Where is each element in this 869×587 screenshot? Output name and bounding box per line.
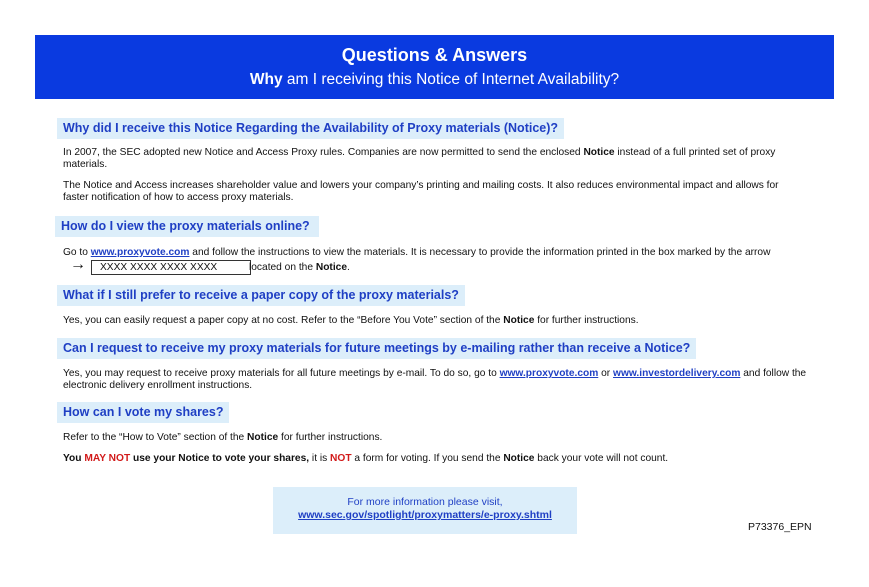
bold-notice: Notice [503, 315, 535, 326]
control-number-box: XXXX XXXX XXXX XXXX [91, 260, 251, 275]
answer-vote-shares-warning [63, 453, 808, 465]
bold-text: use your Notice to vote your shares, [130, 453, 310, 464]
question-heading-paper-copy: What if I still prefer to receive a paper copy of the proxy materials? [57, 285, 465, 306]
question-heading-view-online: How do I view the proxy materials online? [55, 216, 319, 237]
subtitle-why: Why [249, 71, 283, 88]
bold-text: You [63, 453, 85, 464]
proxyvote-link[interactable]: www.proxyvote.com [499, 368, 599, 379]
warning-may-not: MAY NOT [84, 453, 131, 464]
text: for further instructions. [534, 315, 639, 326]
header-banner [35, 35, 834, 99]
question-heading-why-notice: Why did I receive this Notice Regarding the Availability of Proxy materials (Notice)? [57, 118, 564, 139]
document-id: P73376_EPN [748, 521, 812, 533]
answer-email-delivery-p1 [63, 368, 808, 392]
more-info-box [273, 487, 577, 534]
page-subtitle [35, 71, 834, 89]
text: . [346, 262, 350, 273]
question-heading-vote-shares: How can I vote my shares? [57, 402, 229, 423]
text: instead of a full printed set of proxy materials. [63, 147, 776, 170]
answer-why-notice-p2: The Notice and Access increases shareholder value and lowers your company’s printing and mailing costs. It also reduces environmental impact and allows for faster notification of how to access proxy materials. [63, 180, 779, 203]
bold-notice: Notice [503, 453, 535, 464]
text: Yes, you can easily request a paper copy at no cost. Refer to the “Before You Vote” section of the [63, 315, 504, 326]
answer-vote-shares-p1 [63, 432, 808, 444]
subtitle-rest: am I receiving this Notice of Internet Availability? [282, 71, 620, 88]
investordelivery-link[interactable]: www.investordelivery.com [613, 368, 741, 379]
text: it is [309, 453, 331, 464]
question-heading-email-delivery: Can I request to receive my proxy materials for future meetings by e-mailing rather than receive a Notice? [57, 338, 696, 359]
text: In 2007, the SEC adopted new Notice and Access Proxy rules. Companies are now permitted to send the enclosed [63, 147, 584, 158]
sec-eproxy-link[interactable]: www.sec.gov/spotlight/proxymatters/e-proxy.shtml [298, 509, 552, 521]
proxyvote-link[interactable]: www.proxyvote.com [90, 247, 190, 258]
text: Yes, you may request to receive proxy materials for all future meetings by e-mail. To do so, go to [63, 368, 500, 379]
text: a form for voting. If you send the [351, 453, 504, 464]
text: located on the [249, 262, 316, 273]
text: and follow the electronic delivery enrollment instructions. [63, 368, 807, 391]
answer-why-notice-p1 [63, 147, 808, 171]
bold-notice: Notice [247, 432, 279, 443]
text: Refer to the “How to Vote” section of the [63, 432, 248, 443]
answer-paper-copy-p1 [63, 315, 808, 327]
text: back your vote will not count. [534, 453, 669, 464]
warning-not: NOT [330, 453, 352, 464]
text: Go to [63, 247, 91, 258]
more-info-text: For more information please visit, [347, 496, 503, 508]
text: and follow the instructions to view the materials. It is necessary to provide the information printed in the box marked by the arrow [189, 247, 771, 258]
bold-notice: Notice [315, 262, 347, 273]
text: or [598, 368, 614, 379]
answer-view-online-p1 [63, 247, 808, 259]
bold-notice: Notice [583, 147, 615, 158]
page-title: Questions & Answers [341, 45, 528, 65]
located-on-notice-text [249, 261, 350, 274]
right-arrow-icon: → [70, 256, 86, 273]
text: for further instructions. [278, 432, 383, 443]
